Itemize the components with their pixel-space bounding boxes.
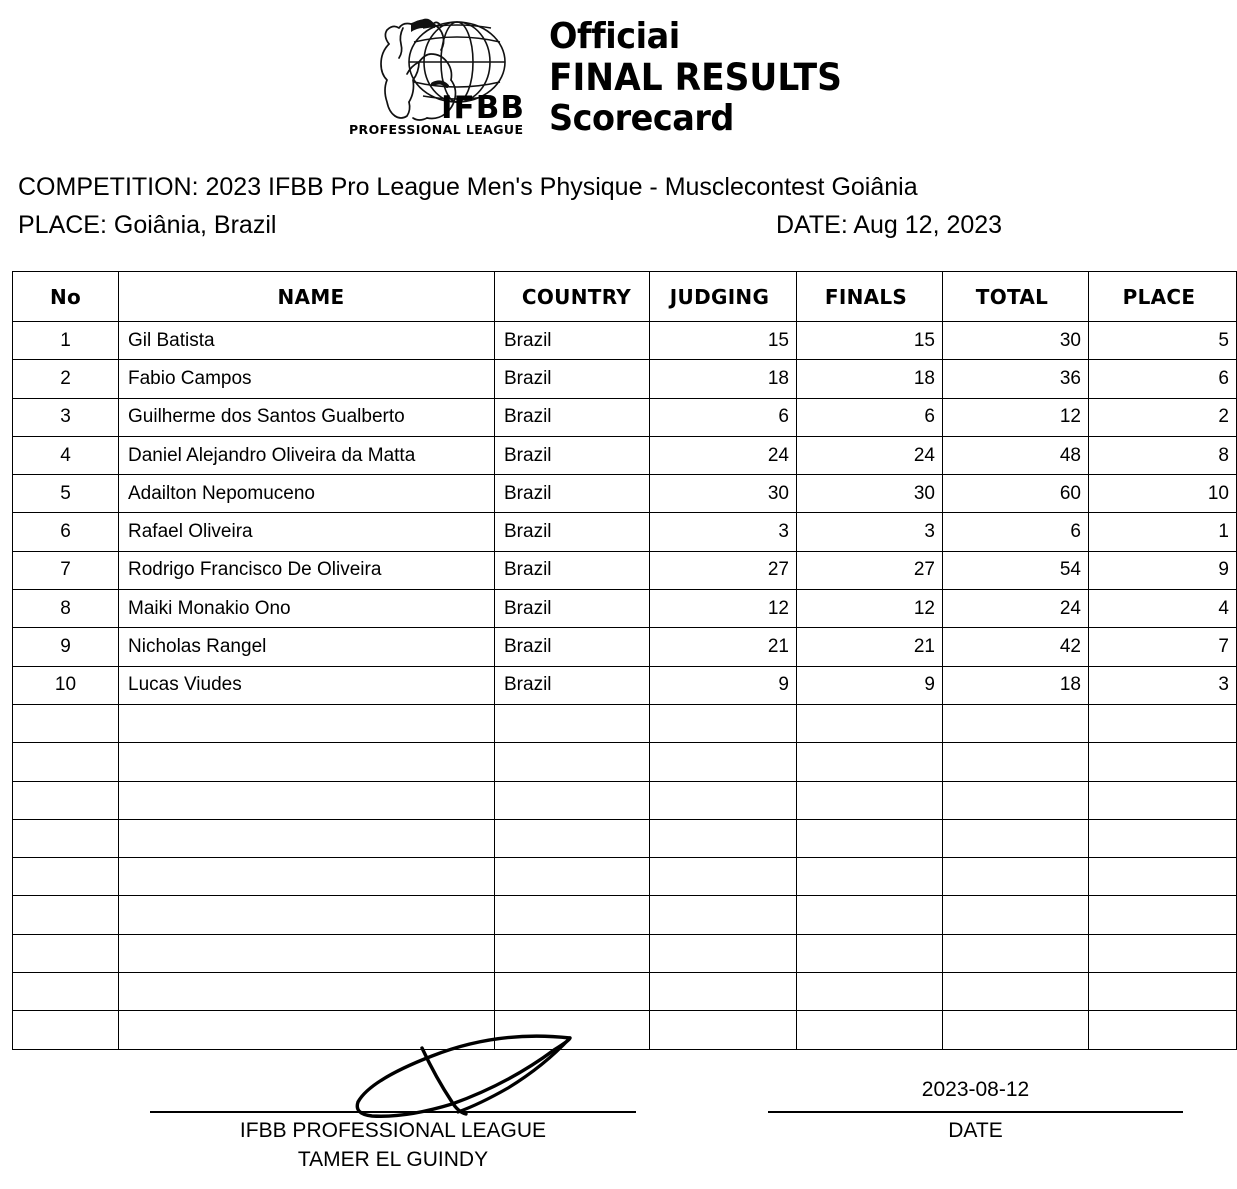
- cell-judging[interactable]: 30: [650, 475, 797, 513]
- table-row[interactable]: [13, 360, 1237, 398]
- table-row-empty[interactable]: [13, 743, 1237, 781]
- cell-place-empty[interactable]: [1089, 858, 1237, 896]
- column-header-name[interactable]: NAME: [119, 272, 495, 322]
- cell-name[interactable]: Fabio Campos: [119, 360, 495, 398]
- date-caption: DATE: [948, 1119, 1003, 1142]
- table-row[interactable]: [13, 513, 1237, 551]
- table-body: [13, 322, 1237, 1050]
- cell-finals[interactable]: 12: [797, 590, 943, 628]
- cell-country-empty[interactable]: [495, 743, 650, 781]
- cell-judging-empty[interactable]: [650, 934, 797, 972]
- cell-total-empty[interactable]: [943, 819, 1089, 857]
- cell-name[interactable]: Nicholas Rangel: [119, 628, 495, 666]
- cell-total-empty[interactable]: [943, 704, 1089, 742]
- signed-date-value: 2023-08-12: [921, 1078, 1030, 1101]
- cell-finals[interactable]: 6: [797, 398, 943, 436]
- cell-name[interactable]: Gil Batista: [119, 322, 495, 360]
- cell-country-empty[interactable]: [495, 934, 650, 972]
- cell-total[interactable]: 6: [943, 513, 1089, 551]
- table-row-empty[interactable]: [13, 858, 1237, 896]
- date-text: DATE: Aug 12, 2023: [776, 211, 1003, 239]
- cell-country[interactable]: Brazil: [495, 590, 650, 628]
- table-row-empty[interactable]: [13, 934, 1237, 972]
- cell-finals[interactable]: 15: [797, 322, 943, 360]
- cell-country[interactable]: Brazil: [495, 360, 650, 398]
- date-line: [768, 1111, 1183, 1113]
- cell-no[interactable]: 2: [13, 360, 119, 398]
- cell-no[interactable]: 3: [13, 398, 119, 436]
- cell-no-empty[interactable]: [13, 743, 119, 781]
- cell-total[interactable]: 60: [943, 475, 1089, 513]
- cell-finals[interactable]: 27: [797, 551, 943, 589]
- cell-total[interactable]: 12: [943, 398, 1089, 436]
- table-row[interactable]: [13, 398, 1237, 436]
- column-header-place[interactable]: PLACE: [1089, 272, 1237, 322]
- table-row[interactable]: [13, 322, 1237, 360]
- table-row[interactable]: [13, 590, 1237, 628]
- svg-text:PROFESSIONAL LEAGUE: PROFESSIONAL LEAGUE: [348, 122, 523, 137]
- cell-place-empty[interactable]: [1089, 704, 1237, 742]
- table-row-empty[interactable]: [13, 704, 1237, 742]
- cell-judging-empty[interactable]: [650, 704, 797, 742]
- table-header-row: [13, 272, 1237, 322]
- cell-judging[interactable]: 24: [650, 436, 797, 474]
- cell-place[interactable]: 8: [1089, 436, 1237, 474]
- table-row[interactable]: [13, 475, 1237, 513]
- results-table: [12, 271, 1237, 1050]
- cell-no[interactable]: 10: [13, 666, 119, 704]
- cell-total[interactable]: 24: [943, 590, 1089, 628]
- cell-name[interactable]: Guilherme dos Santos Gualberto: [119, 398, 495, 436]
- cell-judging-empty[interactable]: [650, 743, 797, 781]
- cell-name-empty[interactable]: [119, 934, 495, 972]
- cell-name[interactable]: Adailton Nepomuceno: [119, 475, 495, 513]
- cell-judging[interactable]: 3: [650, 513, 797, 551]
- cell-place-empty[interactable]: [1089, 781, 1237, 819]
- cell-place[interactable]: 2: [1089, 398, 1237, 436]
- competition-info: [18, 168, 1183, 244]
- cell-place-empty[interactable]: [1089, 934, 1237, 972]
- cell-total[interactable]: 42: [943, 628, 1089, 666]
- signature-line: [150, 1111, 636, 1113]
- cell-finals-empty[interactable]: [797, 704, 943, 742]
- cell-country-empty[interactable]: [495, 819, 650, 857]
- cell-place[interactable]: 5: [1089, 322, 1237, 360]
- cell-total[interactable]: 30: [943, 322, 1089, 360]
- cell-country-empty[interactable]: [495, 781, 650, 819]
- table-row[interactable]: [13, 551, 1237, 589]
- cell-no[interactable]: 9: [13, 628, 119, 666]
- cell-judging-empty[interactable]: [650, 819, 797, 857]
- table-row[interactable]: [13, 628, 1237, 666]
- cell-name-empty[interactable]: [119, 858, 495, 896]
- cell-judging[interactable]: 12: [650, 590, 797, 628]
- cell-place[interactable]: 9: [1089, 551, 1237, 589]
- cell-no-empty[interactable]: [13, 704, 119, 742]
- cell-country[interactable]: Brazil: [495, 475, 650, 513]
- cell-place-empty[interactable]: [1089, 973, 1237, 1011]
- cell-name[interactable]: Daniel Alejandro Oliveira da Matta: [119, 436, 495, 474]
- table-row-empty[interactable]: [13, 896, 1237, 934]
- cell-no-empty[interactable]: [13, 896, 119, 934]
- cell-total[interactable]: 18: [943, 666, 1089, 704]
- table-row-empty[interactable]: [13, 819, 1237, 857]
- cell-finals[interactable]: 24: [797, 436, 943, 474]
- cell-total[interactable]: 36: [943, 360, 1089, 398]
- cell-total-empty[interactable]: [943, 781, 1089, 819]
- title-line-final-results: FINAL RESULTS: [548, 56, 842, 99]
- cell-place[interactable]: 3: [1089, 666, 1237, 704]
- column-header-total[interactable]: TOTAL: [943, 272, 1089, 322]
- cell-place[interactable]: 6: [1089, 360, 1237, 398]
- cell-name-empty[interactable]: [119, 781, 495, 819]
- cell-judging-empty[interactable]: [650, 781, 797, 819]
- cell-total-empty[interactable]: [943, 934, 1089, 972]
- cell-finals-empty[interactable]: [797, 896, 943, 934]
- cell-no[interactable]: 7: [13, 551, 119, 589]
- signature-area: [0, 1040, 1200, 1189]
- cell-country[interactable]: Brazil: [495, 322, 650, 360]
- column-header-country[interactable]: COUNTRY: [495, 272, 650, 322]
- handwritten-signature-icon: [348, 1026, 588, 1118]
- competition-text: COMPETITION: 2023 IFBB Pro League Men's Physique - Musclecontest Goiânia: [18, 173, 918, 201]
- cell-name-empty[interactable]: [119, 973, 495, 1011]
- cell-name-empty[interactable]: [119, 743, 495, 781]
- cell-judging[interactable]: 18: [650, 360, 797, 398]
- cell-total-empty[interactable]: [943, 973, 1089, 1011]
- cell-country-empty[interactable]: [495, 896, 650, 934]
- cell-country[interactable]: Brazil: [495, 628, 650, 666]
- signature-caption-person: TAMER EL GUINDY: [297, 1148, 489, 1171]
- cell-no[interactable]: 5: [13, 475, 119, 513]
- ifbb-logo: [337, 10, 537, 138]
- cell-place-empty[interactable]: [1089, 743, 1237, 781]
- cell-country[interactable]: Brazil: [495, 513, 650, 551]
- cell-country[interactable]: Brazil: [495, 666, 650, 704]
- cell-place[interactable]: 7: [1089, 628, 1237, 666]
- cell-no-empty[interactable]: [13, 934, 119, 972]
- table-row-empty[interactable]: [13, 973, 1237, 1011]
- cell-no[interactable]: 4: [13, 436, 119, 474]
- column-header-judging[interactable]: JUDGING: [650, 272, 797, 322]
- ifbb-logo-icon: [337, 10, 537, 138]
- cell-place[interactable]: 4: [1089, 590, 1237, 628]
- cell-no-empty[interactable]: [13, 781, 119, 819]
- cell-name[interactable]: Lucas Viudes: [119, 666, 495, 704]
- document-title: [549, 10, 864, 139]
- cell-place[interactable]: 1: [1089, 513, 1237, 551]
- competition-row: [18, 168, 1183, 206]
- column-header-no[interactable]: No: [13, 272, 119, 322]
- cell-no-empty[interactable]: [13, 973, 119, 1011]
- cell-country[interactable]: Brazil: [495, 551, 650, 589]
- cell-judging[interactable]: 6: [650, 398, 797, 436]
- title-line-official: Officiai: [548, 16, 680, 57]
- cell-place-empty[interactable]: [1089, 819, 1237, 857]
- cell-name[interactable]: Rafael Oliveira: [119, 513, 495, 551]
- cell-place-empty[interactable]: [1089, 896, 1237, 934]
- title-line-scorecard: Scorecard: [548, 98, 734, 139]
- cell-no-empty[interactable]: [13, 819, 119, 857]
- place-date-row: [18, 206, 1183, 244]
- cell-finals-empty[interactable]: [797, 781, 943, 819]
- cell-judging-empty[interactable]: [650, 973, 797, 1011]
- cell-country[interactable]: Brazil: [495, 436, 650, 474]
- cell-name-empty[interactable]: [119, 896, 495, 934]
- cell-country-empty[interactable]: [495, 973, 650, 1011]
- table-row[interactable]: [13, 666, 1237, 704]
- cell-total-empty[interactable]: [943, 743, 1089, 781]
- cell-judging-empty[interactable]: [650, 896, 797, 934]
- cell-total[interactable]: 48: [943, 436, 1089, 474]
- cell-no-empty[interactable]: [13, 858, 119, 896]
- cell-no[interactable]: 1: [13, 322, 119, 360]
- cell-name[interactable]: Maiki Monakio Ono: [119, 590, 495, 628]
- cell-total-empty[interactable]: [943, 896, 1089, 934]
- cell-finals-empty[interactable]: [797, 973, 943, 1011]
- cell-judging[interactable]: 15: [650, 322, 797, 360]
- cell-country[interactable]: Brazil: [495, 398, 650, 436]
- cell-finals[interactable]: 9: [797, 666, 943, 704]
- cell-finals-empty[interactable]: [797, 743, 943, 781]
- cell-judging[interactable]: 21: [650, 628, 797, 666]
- cell-finals[interactable]: 3: [797, 513, 943, 551]
- cell-finals[interactable]: 18: [797, 360, 943, 398]
- cell-finals-empty[interactable]: [797, 934, 943, 972]
- cell-judging-empty[interactable]: [650, 858, 797, 896]
- svg-text:IFBB: IFBB: [440, 90, 525, 126]
- table-row[interactable]: [13, 436, 1237, 474]
- cell-country-empty[interactable]: [495, 858, 650, 896]
- document-header: [0, 10, 1200, 145]
- signature-caption-org: IFBB PROFESSIONAL LEAGUE: [239, 1119, 547, 1142]
- place-text: PLACE: Goiânia, Brazil: [18, 211, 277, 239]
- cell-total-empty[interactable]: [943, 858, 1089, 896]
- cell-place[interactable]: 10: [1089, 475, 1237, 513]
- table-row-empty[interactable]: [13, 781, 1237, 819]
- cell-name-empty[interactable]: [119, 704, 495, 742]
- cell-finals[interactable]: 30: [797, 475, 943, 513]
- cell-judging[interactable]: 27: [650, 551, 797, 589]
- cell-no[interactable]: 8: [13, 590, 119, 628]
- cell-name-empty[interactable]: [119, 819, 495, 857]
- table-header: [13, 272, 1237, 322]
- cell-no[interactable]: 6: [13, 513, 119, 551]
- cell-judging[interactable]: 9: [650, 666, 797, 704]
- cell-finals[interactable]: 21: [797, 628, 943, 666]
- cell-total[interactable]: 54: [943, 551, 1089, 589]
- cell-finals-empty[interactable]: [797, 858, 943, 896]
- cell-country-empty[interactable]: [495, 704, 650, 742]
- cell-finals-empty[interactable]: [797, 819, 943, 857]
- column-header-finals[interactable]: FINALS: [797, 272, 943, 322]
- cell-name[interactable]: Rodrigo Francisco De Oliveira: [119, 551, 495, 589]
